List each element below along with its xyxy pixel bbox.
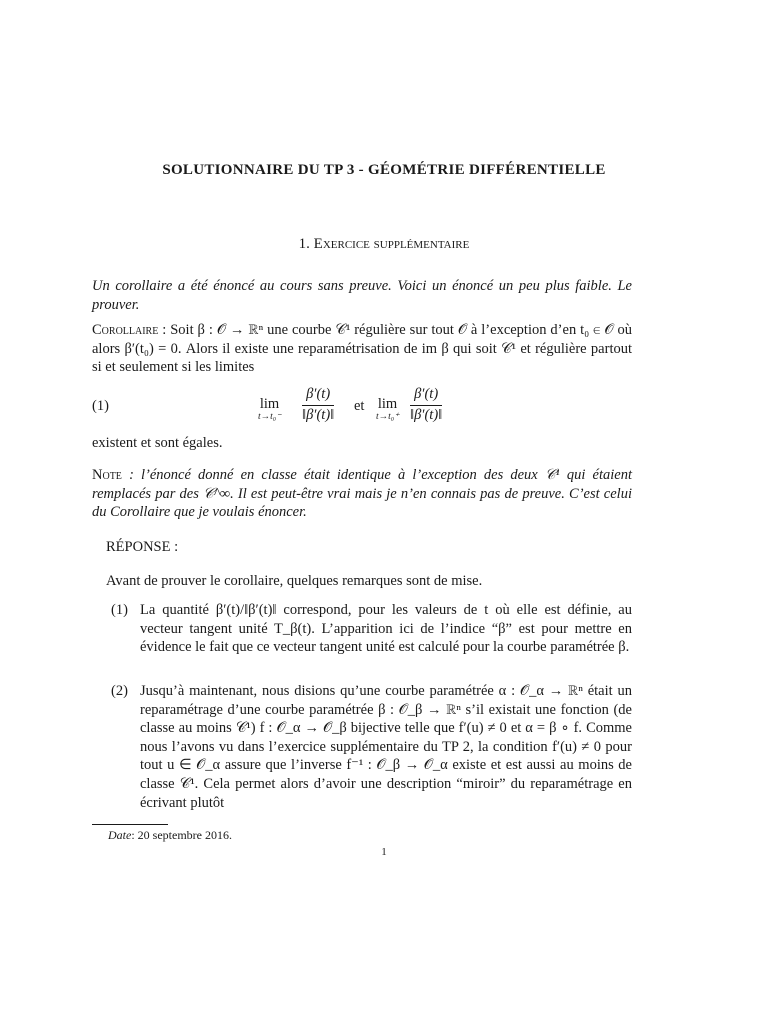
limit-right-operator: lim	[377, 396, 398, 412]
fraction-right-denominator: ‖β′(t)‖	[410, 407, 443, 423]
footnote-text: : 20 septembre 2016.	[131, 828, 232, 842]
note-paragraph	[92, 466, 632, 522]
fraction-left	[302, 386, 334, 424]
note-text: : l’énoncé donné en classe était identique à l’exception des deux 𝒞¹ qui étaient remplacés par des 𝒞^∞. Il est peut-être vrai mais je n’en connais pas de preuve. C’est celui du Corollaire que je voulais énoncer.	[92, 467, 633, 521]
limit-left	[258, 396, 281, 422]
corollary-text: : Soit β : 𝒪 → ℝⁿ une courbe 𝒞¹ régulière sur tout 𝒪 à l’exception d’en t₀ ∈ 𝒪 où alors β′(t₀) = 0. Alors il existe une reparamétrisation de im β qui soit 𝒞¹ et régulière partout si et seulement si les limites	[92, 322, 632, 376]
list-item	[112, 682, 632, 812]
fraction-right-numerator: β′(t)	[410, 386, 442, 406]
list-item-text: Jusqu’à maintenant, nous disions qu’une courbe paramétrée α : 𝒪_α → ℝⁿ était un reparamétrage d’une courbe paramétrée β : 𝒪_β → ℝⁿ s’il existait une fonction (de classe au moins 𝒞¹) f : 𝒪_α → 𝒪_β bijective telle que f′(u) ≠ 0 et α = β ∘ f. Comme nous l’avons vu dans l’exercice supplémentaire du TP 2, la condition f′(u) ≠ 0 pour tout u ∈ 𝒪_α assure que l’inverse f⁻¹ : 𝒪_β → 𝒪_α existe et est aussi au moins de classe 𝒞¹. Cela permet alors d’avoir une description “miroir” du reparamétrage en écrivant plutôt	[140, 683, 632, 811]
intro-paragraph: Un corollaire a été énoncé au cours sans preuve. Voici un énoncé un peu plus faible. Le prouver.	[92, 278, 632, 313]
response-heading: RÉPONSE :	[106, 539, 179, 555]
paper-title: SOLUTIONNAIRE DU TP 3 - GÉOMÉTRIE DIFFÉRENTIELLE	[162, 162, 606, 178]
footnote-label: Date	[108, 828, 132, 842]
section-number: 1.	[298, 236, 310, 252]
limit-right	[376, 396, 399, 422]
limit-left-subscript: t→t₀⁻	[258, 412, 282, 422]
footnote	[108, 828, 232, 843]
response-intro: Avant de prouver le corollaire, quelques remarques sont de mise.	[106, 573, 483, 589]
fraction-left-numerator: β′(t)	[302, 386, 334, 406]
after-equation-text: existent et sont égales.	[92, 435, 223, 451]
footnote-rule	[92, 824, 168, 825]
equation-connector: et	[354, 398, 365, 414]
corollary-paragraph	[92, 321, 632, 377]
page-number: 1	[381, 846, 387, 858]
limit-right-subscript: t→t₀⁺	[376, 412, 400, 422]
fraction-left-denominator: ‖β′(t)‖	[302, 407, 335, 423]
list-item	[112, 601, 632, 657]
equation-number: (1)	[92, 398, 109, 414]
section-title: Exercice supplémentaire	[313, 236, 470, 252]
section-heading	[0, 236, 768, 253]
list-item-number: (1)	[111, 602, 128, 618]
list-item-text: La quantité β′(t)/‖β′(t)‖ correspond, pour les valeurs de t où elle est définie, au vecteur tangent unité T_β(t). L’apparition ici de l’indice “β” est pour mettre en évidence le fait que ce vecteur tangent unité est calculé pour la courbe paramétrée β.	[140, 602, 632, 656]
limit-left-operator: lim	[259, 396, 280, 412]
fraction-right	[410, 386, 442, 424]
list-item-number: (2)	[111, 683, 128, 699]
corollary-label: Corollaire	[92, 322, 159, 338]
note-label: Note	[92, 467, 122, 483]
equation-1	[92, 386, 632, 426]
